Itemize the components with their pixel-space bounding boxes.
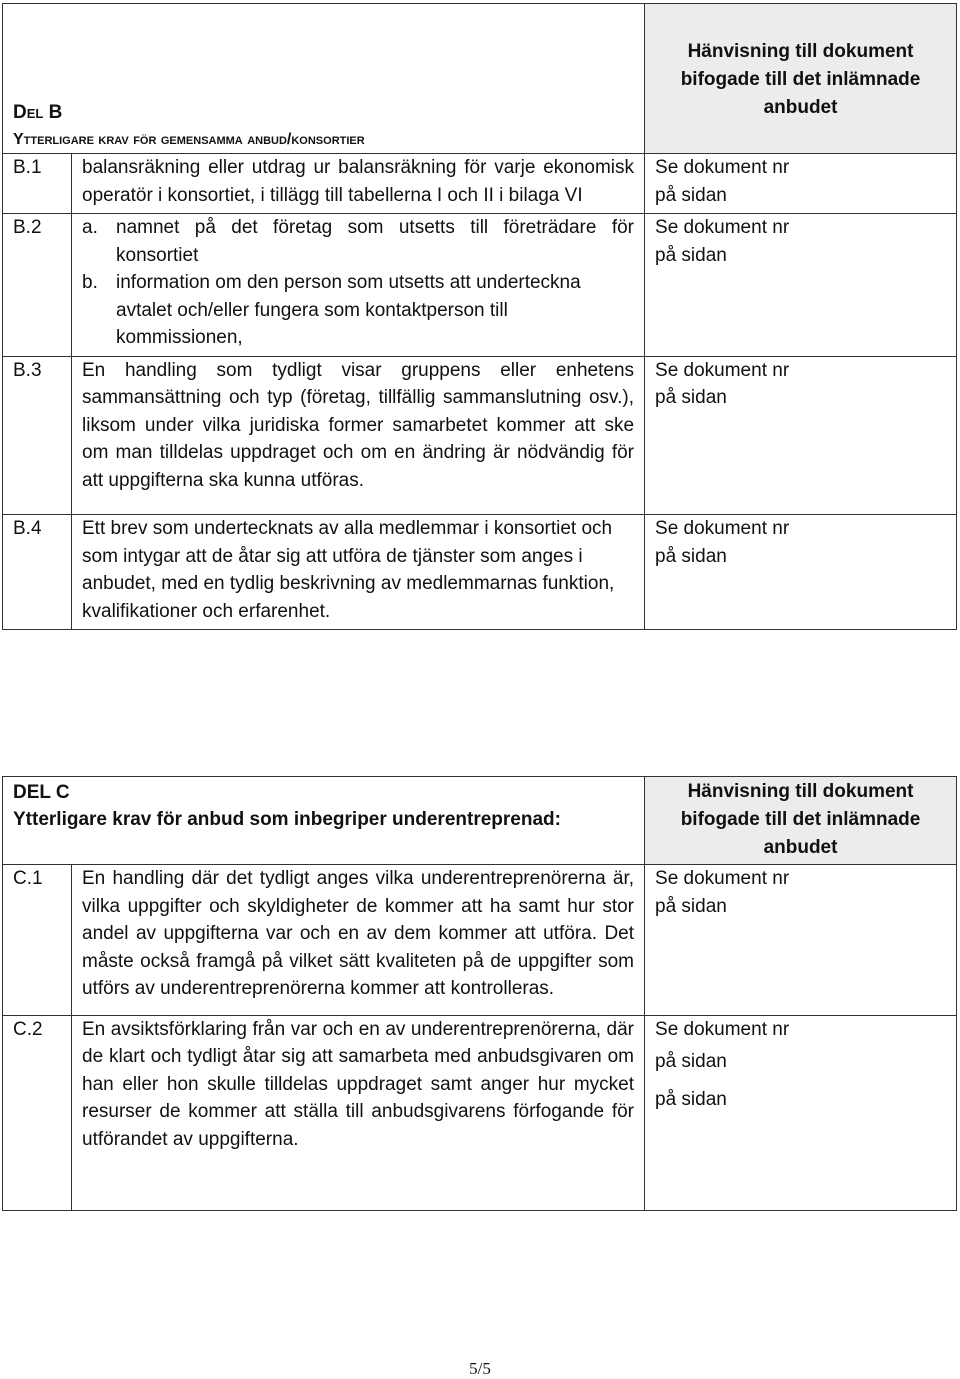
- row-number: C.2: [3, 1015, 72, 1210]
- reference-cell: [645, 214, 957, 357]
- del-b-table: [2, 3, 957, 630]
- page-field[interactable]: på sidan: [655, 387, 727, 408]
- list-item-text: namnet på det företag som utsetts till företrädare för konsortiet: [116, 217, 635, 266]
- section-title: DEL C: [13, 782, 70, 803]
- row-number: B.2: [3, 214, 72, 357]
- requirement-text: [72, 214, 645, 357]
- reference-cell: [645, 515, 957, 630]
- list-item: [82, 214, 635, 269]
- page-field[interactable]: på sidan: [655, 184, 727, 206]
- document-number-field[interactable]: Se dokument nr: [655, 217, 790, 238]
- requirement-text: En handling som tydligt visar gruppens eller enhetens sammansättning och typ (företag, tillfällig sammanslutning osv.), liksom under vilka juridiska former samarbetet kommer att ske om man tilldelas uppdraget och om en ändring är nödvändig för att uppgifterna ska kunna utföras.: [72, 356, 645, 515]
- page-field[interactable]: på sidan: [655, 1088, 727, 1110]
- del-c-table: [2, 776, 957, 1211]
- document-number-field[interactable]: Se dokument nr: [655, 359, 790, 381]
- reference-cell: [645, 356, 957, 515]
- row-number: B.3: [3, 356, 72, 515]
- page-field[interactable]: på sidan: [655, 895, 727, 917]
- document-number-field[interactable]: Se dokument nr: [655, 1018, 790, 1040]
- page-number: 5/5: [469, 1359, 491, 1378]
- list-marker: a.: [82, 217, 98, 238]
- row-number: B.4: [3, 515, 72, 630]
- row-number: B.1: [3, 154, 72, 214]
- list-item: [82, 269, 634, 352]
- reference-column-header: Hänvisning till dokument bifogade till det inlämnade anbudet: [645, 4, 957, 154]
- del-c-header-cell: [3, 777, 645, 865]
- section-title: Del B: [13, 102, 63, 123]
- page-field[interactable]: på sidan: [655, 545, 727, 567]
- sub-list: [82, 214, 634, 352]
- section-subtitle: Ytterligare krav för gemensamma anbud/konsortier: [13, 131, 365, 148]
- section-subtitle: Ytterligare krav för anbud som inbegriper underentreprenad:: [13, 809, 561, 830]
- reference-cell: [645, 865, 957, 1016]
- requirement-text: En avsiktsförklaring från var och en av underentreprenörerna, där de klart och tydligt åtar sig att samarbeta med anbudsgivaren om han eller hon skulle tilldelas uppdraget samt anger hur mycket resurser de kommer att ställa till anbudsgivarens förfogande för utförandet av uppgifterna.: [72, 1015, 645, 1210]
- document-number-field[interactable]: Se dokument nr: [655, 157, 790, 178]
- requirement-text: Ett brev som undertecknats av alla medlemmar i konsortiet och som intygar att de åtar sig att utföra de tjänster som anges i anbudet, med en tydlig beskrivning av medlemmarnas funktion, kvalifikationer och erfarenhet.: [72, 515, 645, 630]
- list-marker: b.: [82, 272, 98, 293]
- reference-cell: [645, 154, 957, 214]
- requirement-text: En handling där det tydligt anges vilka underentreprenörerna är, vilka uppgifter och skyldigheter de kommer att ha samt hur stor andel av uppgifterna var och en av dem kommer att utföra. Det måste också framgå på vilket sätt kvaliteten på de uppgifter som utförs av underentreprenörerna kommer att kontrolleras.: [72, 865, 645, 1016]
- reference-cell: [645, 1015, 957, 1210]
- document-number-field[interactable]: Se dokument nr: [655, 868, 790, 889]
- del-b-header-cell: [3, 4, 645, 154]
- row-number: C.1: [3, 865, 72, 1016]
- reference-column-header: Hänvisning till dokument bifogade till det inlämnade anbudet: [645, 777, 957, 865]
- requirement-text: balansräkning eller utdrag ur balansräkning för varje ekonomisk operatör i konsortiet, i tillägg till tabellerna I och II i bilaga VI: [72, 154, 645, 214]
- list-item-text: information om den person som utsetts att underteckna avtalet och/eller fungera som kontaktperson till kommissionen,: [116, 272, 581, 348]
- document-number-field[interactable]: Se dokument nr: [655, 518, 790, 539]
- page-field[interactable]: på sidan: [655, 244, 727, 266]
- page-field[interactable]: på sidan: [655, 1051, 727, 1072]
